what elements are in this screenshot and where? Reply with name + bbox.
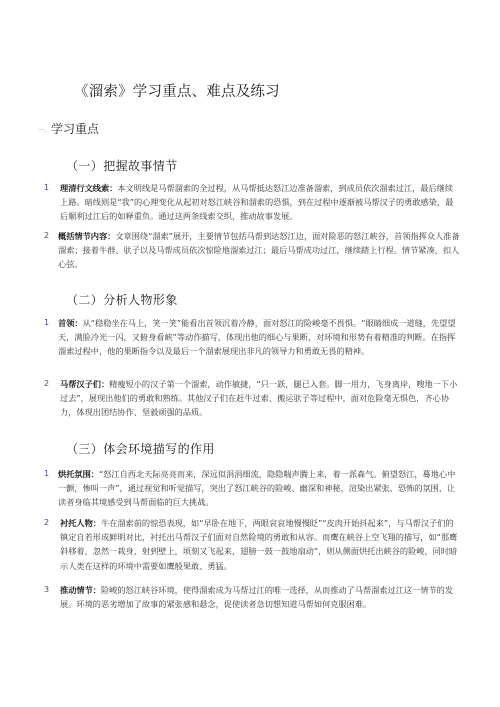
item-body: 险峻的怒江峡谷环境，使得溜索成为马帮过江的唯一选择，从而推动了马帮溜索过江这一情节的发展。环境的恶劣增加了故事的紧张感和悬念，促使读者急切想知道马帮如何克服困难。 (60, 585, 454, 610)
item-number: 1 (44, 469, 50, 478)
item-text (58, 229, 460, 272)
section-title: 学习重点 (51, 122, 100, 136)
item-label: 马帮汉子们： (60, 379, 110, 389)
item-text (60, 583, 460, 611)
item-label: 概括情节内容： (58, 231, 116, 241)
item-number: 2 (44, 518, 50, 527)
item-label: 理清行文线索： (60, 183, 118, 193)
item-text (60, 516, 460, 573)
item-text (58, 467, 460, 510)
list-item (44, 583, 460, 611)
item-body: 文章围绕“溜索”展开，主要情节包括马帮到达怒江边，面对险恶的怒江峡谷，首领指挥众人准备溜索；接着牛群、驮子以及马帮成员依次惊险地溜索过江；最后马帮成功过江，继续踏上行程。情节紧凑，扣人心弦。 (58, 231, 460, 270)
item-number: 1 (44, 183, 50, 192)
item-body: 牛在溜索前的惊恐表现，如“早卧在地下，两眼哀哀地慢慢眨”“皮肉开始抖起来”，与马帮汉子们的镇定自若形成鲜明对比，衬托出马帮汉子们面对自然险境的勇敢和从容。而鹰在峡谷上空飞翔的描写，如“那鹰斜移着，忽然一栽身，射到壁上，顷刻又飞起来，翅膀一鼓一鼓地扇动”，则从侧面烘托出峡谷的险峻，同时暗示人类在这样的环境中需要如鹰般果敢、勇猛。 (60, 518, 458, 571)
list-item (44, 181, 460, 224)
subheading-characters: （二）分析人物形象 (66, 293, 178, 307)
item-number: 2 (44, 231, 50, 240)
list-item (44, 467, 460, 510)
list-item (44, 316, 460, 359)
item-number: 3 (44, 585, 50, 594)
item-label: 推动情节： (60, 585, 101, 595)
list-item (44, 377, 460, 420)
item-label: 烘托氛围： (58, 469, 99, 479)
item-number: 1 (44, 318, 50, 327)
section-heading (38, 120, 99, 137)
subheading-plot: （一）把握故事情节 (66, 159, 178, 173)
subheading-environment: （三）体会环境描写的作用 (66, 442, 215, 456)
item-label: 首领： (58, 318, 83, 328)
item-text (60, 181, 460, 224)
item-body: 从“稳稳坐在马上，笑一笑”能看出首领沉着冷静，面对怒江的险峻毫不畏惧。“眼睛细成一道缝，先望望天，满脸冷光一闪，又俯身看峡”等动作描写，体现出他的细心与果断，对环境和形势有着精准的判断。在指挥溜索过程中，他的果断指令以及最后一个溜索展现出非凡的领导力和勇敢无畏的精神。 (58, 318, 456, 357)
item-body: “怒江自西北天际亮亮而来，深远似涓涓细流，隐隐喘声腾上来，着一派森气。俯望怒江，蓦地心中一颤，惨叫一声”，通过视觉和听觉描写，突出了怒江峡谷的险峻、幽深和神秘，渲染出紧张、恐怖的氛围，让读者身临其境感受到马帮面临的巨大挑战。 (58, 469, 456, 508)
list-item (44, 229, 460, 272)
item-body: 精瘦短小的汉子第一个溜索，动作敏捷，“只一跃，腿已入套。脚一用力，飞身离岸，嗖地一下小过去”，展现出他们的勇敢和熟练。其他汉子们在赶牛过索、搬运驮子等过程中，面对危险毫无惧色，齐心协力，体现出团结协作、坚毅顽强的品质。 (60, 379, 458, 418)
section-marker: 一、 (38, 127, 51, 134)
item-number: 2 (44, 379, 50, 388)
document-title: 《溜索》学习重点、难点及练习 (74, 84, 280, 100)
item-text (60, 377, 460, 420)
item-label: 衬托人物： (60, 518, 101, 528)
item-text (58, 316, 460, 359)
list-item (44, 516, 460, 573)
item-body: 本文明线是马帮溜索的全过程，从马帮抵达怒江边准备溜索，到成员依次溜索过江，最后继续上路。暗线则是“我”的心理变化从起初对怒江峡谷和溜索的恐惧，到在过程中逐渐被马帮汉子的勇敢感染，最后顺利过江后的如释重负。通过这两条线索交织，推动故事发展。 (60, 183, 454, 222)
